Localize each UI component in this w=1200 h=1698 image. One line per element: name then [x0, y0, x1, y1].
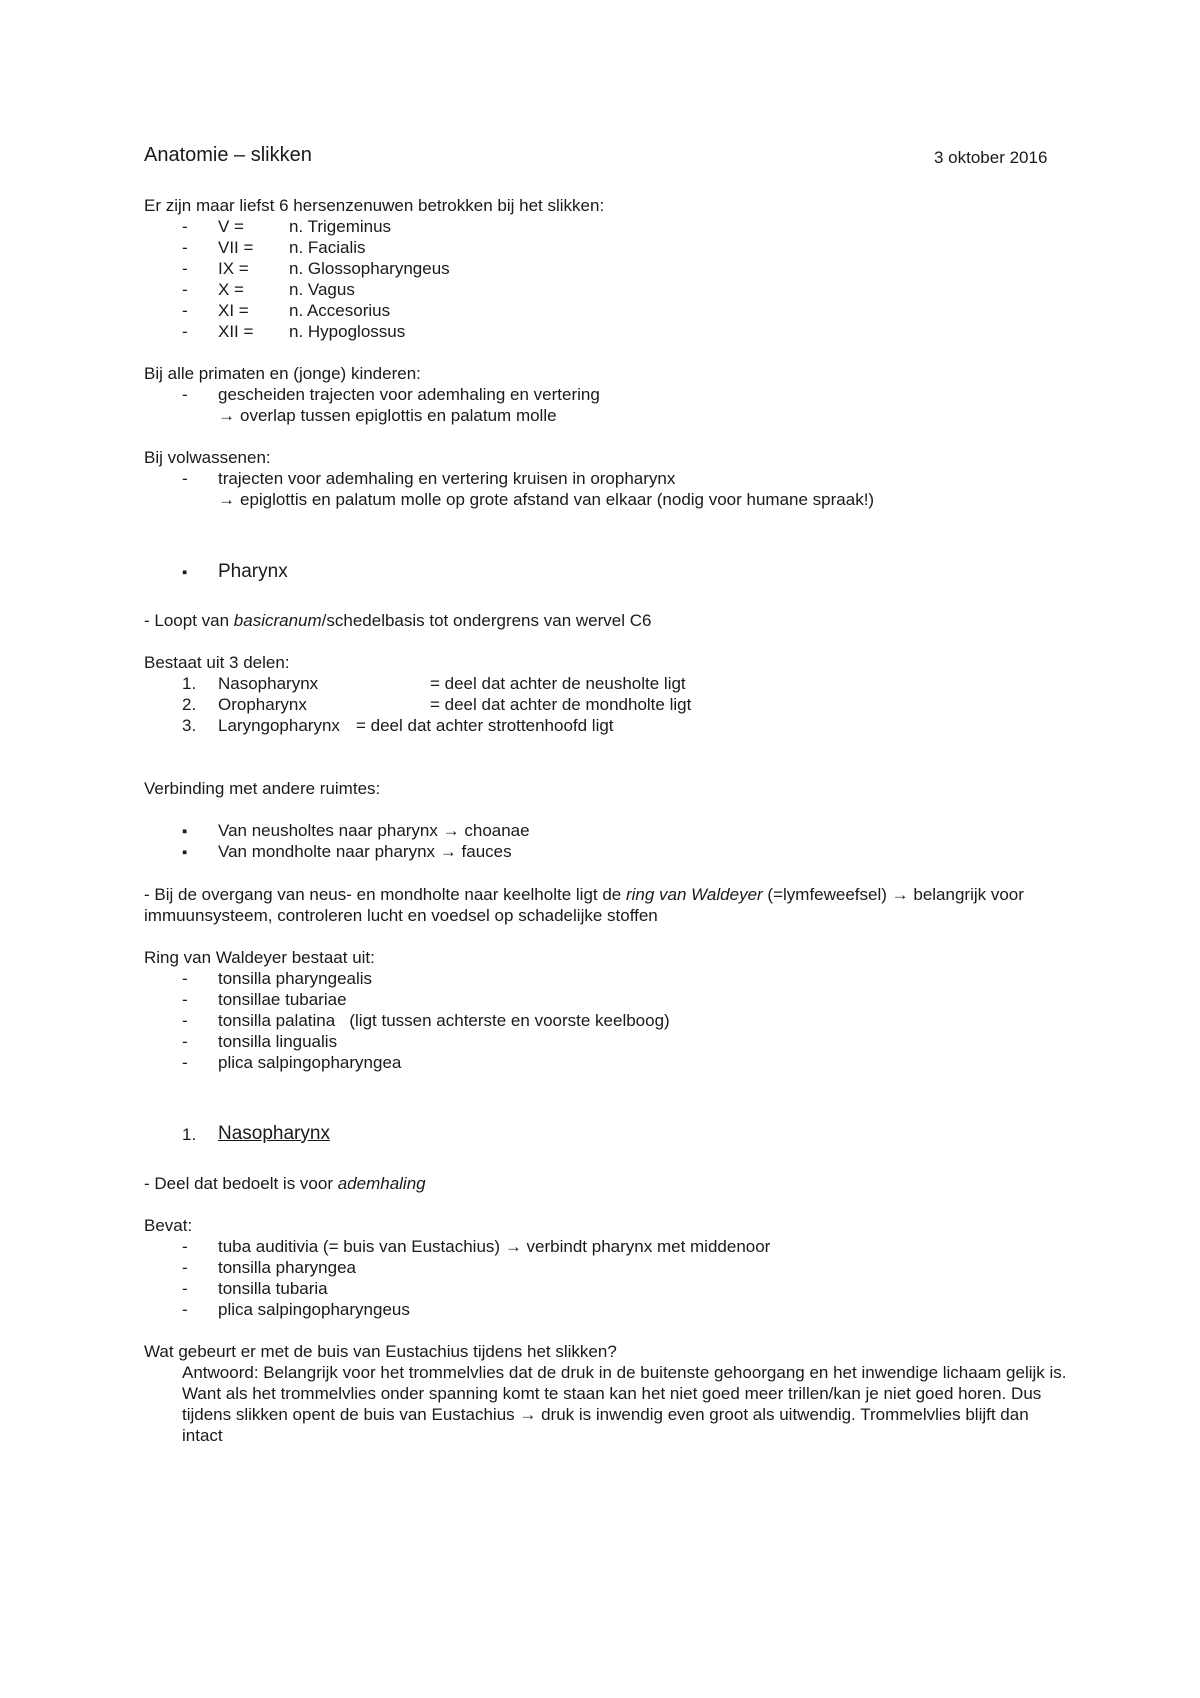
nerve-name: n. Glossopharyngeus — [289, 259, 450, 278]
adults-intro: Bij volwassenen: — [144, 448, 271, 467]
bullet-dash: - — [182, 1237, 188, 1256]
bullet-dash: - — [182, 280, 188, 299]
document-date: 3 oktober 2016 — [934, 148, 1048, 167]
nerve-number: IX = — [218, 259, 249, 278]
bullet-dash: - — [182, 217, 188, 236]
part-name: Nasopharynx — [218, 674, 319, 693]
nerve-name: n. Vagus — [289, 280, 355, 299]
list-number: 2. — [182, 695, 197, 714]
pharynx-heading: Pharynx — [218, 561, 288, 582]
adults-note: epiglottis en palatum molle op grote afstand van elkaar (nodig voor humane spraak!) — [240, 490, 875, 509]
document-title: Anatomie – slikken — [144, 144, 312, 166]
contains-item: tonsilla tubaria — [218, 1279, 328, 1298]
nasopharynx-heading: Nasopharynx — [218, 1123, 330, 1144]
arrow-icon: → — [504, 1237, 522, 1256]
emphasis-term: basicranum — [233, 611, 322, 630]
part-name: Oropharynx — [218, 695, 307, 714]
waldeyer-intro: Ring van Waldeyer bestaat uit: — [144, 948, 375, 967]
waldeyer-item: plica salpingopharyngea — [218, 1053, 402, 1072]
nerve-name: n. Trigeminus — [289, 217, 392, 236]
nerve-number: XII = — [218, 322, 254, 341]
part-description: = deel dat achter strottenhoofd ligt — [356, 716, 614, 735]
bullet-dash: - — [182, 385, 188, 404]
bullet-dash: - — [182, 322, 188, 341]
arrow-icon: → — [439, 842, 457, 861]
nerve-number: XI = — [218, 301, 249, 320]
waldeyer-item: tonsillae tubariae — [218, 990, 347, 1009]
list-number: 1. — [182, 1125, 197, 1144]
bullet-dash: - — [182, 1258, 188, 1277]
contains-item: tonsilla pharyngea — [218, 1258, 356, 1277]
contains-item: plica salpingopharyngeus — [218, 1300, 410, 1319]
nerves-intro: Er zijn maar liefst 6 hersenzenuwen betrokken bij het slikken: — [144, 196, 605, 215]
answer-text: Antwoord: Belangrijk voor het trommelvlies dat de druk in de buitenste gehoorgang en het inwendige lichaam gelijk is. Want als het trommelvlies onder spanning komt te staan kan het niet goed meer trillen/kan je niet goed horen. Dus tijdens slikken opent de buis van Eustachius → druk is inwendig even groot als uitwendig. Trommelvlies blijft dan intact — [182, 1363, 1067, 1445]
primates-item: gescheiden trajecten voor ademhaling en vertering — [218, 385, 600, 404]
emphasis-term: ademhaling — [337, 1174, 426, 1193]
square-bullet-icon: ▪ — [182, 564, 188, 581]
part-description: = deel dat achter de mondholte ligt — [430, 695, 692, 714]
pharynx-description: - Loopt van basicranum/schedelbasis tot ondergrens van wervel C6 — [144, 611, 652, 630]
arrow-icon: → — [891, 885, 909, 904]
primates-intro: Bij alle primaten en (jonge) kinderen: — [144, 364, 421, 383]
bullet-dash: - — [182, 1053, 188, 1072]
arrow-icon: → — [519, 1405, 537, 1424]
nerve-name: n. Hypoglossus — [289, 322, 406, 341]
bullet-dash: - — [182, 969, 188, 988]
bullet-dash: - — [182, 238, 188, 257]
bullet-dash: - — [182, 259, 188, 278]
nerve-name: n. Facialis — [289, 238, 366, 257]
nasopharynx-description: - Deel dat bedoelt is voor ademhaling — [144, 1174, 426, 1193]
nerve-number: VII = — [218, 238, 254, 257]
part-description: = deel dat achter de neusholte ligt — [430, 674, 686, 693]
waldeyer-paragraph: - Bij de overgang van neus- en mondholte naar keelholte ligt de ring van Waldeyer (=lymfeweefsel) → belangrijk voor immuunsysteem, controleren lucht en voedsel op schadelijke stoffen — [144, 885, 1024, 925]
arrow-icon: → — [218, 406, 235, 425]
bullet-dash: - — [182, 1032, 188, 1051]
bullet-dash: - — [182, 1300, 188, 1319]
connection-item: Van mondholte naar pharynx → fauces — [218, 842, 512, 861]
square-bullet-icon: ▪ — [182, 844, 188, 861]
contains-intro: Bevat: — [144, 1216, 193, 1235]
bullet-dash: - — [182, 301, 188, 320]
waldeyer-item: tonsilla lingualis — [218, 1032, 338, 1051]
square-bullet-icon: ▪ — [182, 823, 188, 840]
arrow-icon: → — [218, 490, 235, 509]
part-name: Laryngopharynx — [218, 716, 340, 735]
list-number: 3. — [182, 716, 197, 735]
pharynx-parts-intro: Bestaat uit 3 delen: — [144, 653, 290, 672]
question-text: Wat gebeurt er met de buis van Eustachius tijdens het slikken? — [144, 1342, 617, 1361]
connections-intro: Verbinding met andere ruimtes: — [144, 779, 381, 798]
bullet-dash: - — [182, 990, 188, 1009]
contains-item: tuba auditivia (= buis van Eustachius) → verbindt pharynx met middenoor — [218, 1237, 771, 1256]
bullet-dash: - — [182, 1011, 188, 1030]
waldeyer-item: tonsilla palatina (ligt tussen achterste en voorste keelboog) — [218, 1011, 670, 1030]
primates-note: overlap tussen epiglottis en palatum molle — [240, 406, 557, 425]
nerve-name: n. Accesorius — [289, 301, 391, 320]
adults-item: trajecten voor ademhaling en vertering kruisen in oropharynx — [218, 469, 676, 488]
connection-item: Van neusholtes naar pharynx → choanae — [218, 821, 530, 840]
arrow-icon: → — [442, 821, 460, 840]
waldeyer-item: tonsilla pharyngealis — [218, 969, 373, 988]
nerve-number: X = — [218, 280, 244, 299]
bullet-dash: - — [182, 469, 188, 488]
list-number: 1. — [182, 674, 197, 693]
emphasis-term: ring van Waldeyer — [625, 885, 763, 904]
nerve-number: V = — [218, 217, 244, 236]
bullet-dash: - — [182, 1279, 188, 1298]
